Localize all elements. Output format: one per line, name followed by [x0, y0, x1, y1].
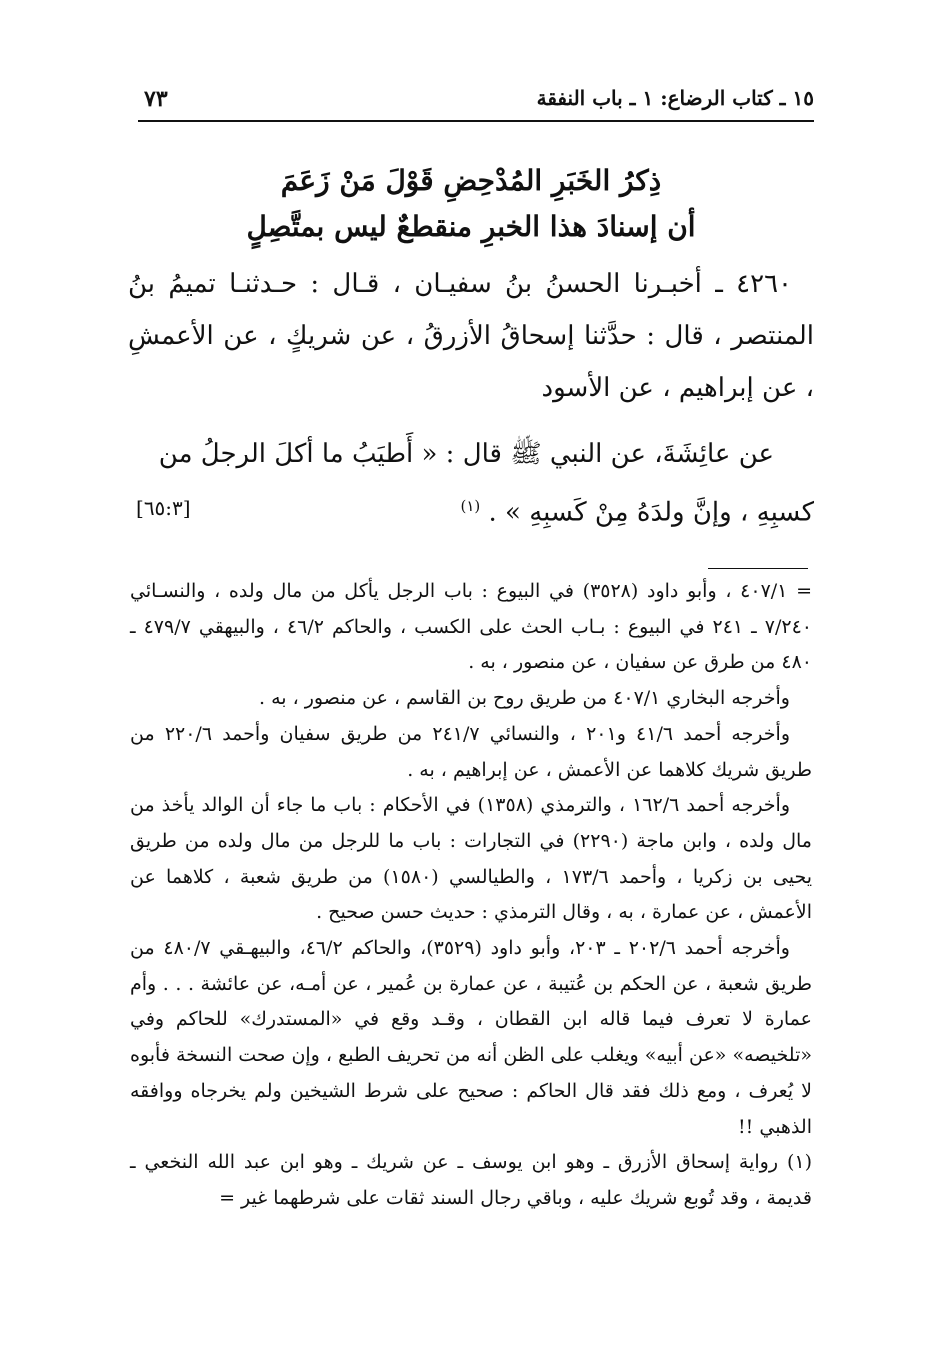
hadith-matn: عن عائِشَةَ، عن النبي ﷺ قال : « أَطيَبُ ما أكلَ الرجلُ من: [158, 439, 774, 469]
hadith-matn-end-line: [128, 480, 814, 532]
chapter-heading: [140, 158, 802, 250]
page-header: [138, 78, 814, 122]
footnote-paragraph: وأخرجه أحمد ٢٠٢/٦ ـ ٢٠٣، وأبو داود (٣٥٢٩)، والحاكم ٤٦/٢، والبيهـقي ٤٨٠/٧ من طريق شعبة ، عن الحكم بن عُتيبة ، عن عمارة بن عُمير ، عن أمـه، عن عائشة . . . وأم عمارة لا تعرف فيما قاله ابن القطان ، وقـد وقع في «المستدرك» للحاكم وفي «تلخيصه» «عن أبيه» ويغلب على الظن أنه من تحريف الطبع ، وإن صحت النسخة فأبوه لا يُعرف ، ومع ذلك فقد قال الحاكم : صحيح على شرط الشيخين ولم يخرجاه ووافقه الذهبي !!: [130, 937, 812, 1138]
hadith-text: [128, 258, 814, 532]
footnote-separator: [708, 568, 808, 569]
footnote-paragraph: = ٤٠٧/١ ، وأبو داود (٣٥٢٨) في البيوع : باب الرجل يأكل من مال ولده ، والنسـائي ٧/٢٤٠ ـ ٢٤١ في البيوع : بـاب الحث على الكسب ، والحاكم ٤٦/٢ ، والبيهقي ٤٧٩/٧ ـ ٤٨٠ من طرق عن سفيان ، عن منصور ، به .: [130, 580, 813, 674]
hadith-matn-end-wrap: [460, 480, 814, 539]
footnote-marker: (١): [460, 497, 481, 515]
chapter-heading-line-1: ذِكرُ الخَبَرِ المُدْحِضِ قَوْلَ مَنْ زَعَمَ: [280, 164, 662, 197]
running-title: ١٥ ـ كتاب الرضاع: ١ ـ باب النفقة: [536, 86, 814, 110]
hadith-matn-end: كسبِهِ ، وإنَّ ولدَهُ مِنْ كَسبِهِ » .: [488, 497, 814, 528]
hadith-isnad: ٤٢٦٠ ـ أخبـرنا الحسنُ بنُ سفيـان ، قـال : حـدثنـا تميمُ بنُ المنتصر ، قال : حدَّثنا إسحاقُ الأزرقُ ، عن شريكٍ ، عن الأعمشِ ، عن إبراهيم ، عن الأسود: [128, 269, 814, 403]
page-number: ٧٣: [144, 86, 168, 112]
chapter-heading-line-2: أن إسنادَ هذا الخبرِ منقطعٌ ليس بمتَّصِلٍ: [246, 210, 696, 243]
footnote-paragraph: وأخرجه أحمد ١٦٢/٦ ، والترمذي (١٣٥٨) في الأحكام : باب ما جاء أن الوالد يأخذ من مال ولده ، وابن ماجة (٢٢٩٠) في التجارات : باب ما للرجل من مال ولده من طريق يحيى بن زكريا ، وأحمد ١٧٣/٦ ، والطيالسي (١٥٨٠) من طريق شعبة ، كلاهما عن الأعمش ، عن عمارة ، به ، وقال الترمذي : حديث حسن صحيح .: [130, 794, 812, 924]
header-rule: [138, 120, 814, 122]
footnote-paragraph: وأخرجه أحمد ٤١/٦ و٢٠١ ، والنسائي ٢٤١/٧ من طريق سفيان وأحمد ٢٢٠/٦ من طريق شريك كلاهما عن الأعمش ، عن إبراهيم ، به .: [130, 722, 812, 781]
footnote-1: (١) رواية إسحاق الأزرق ـ وهو ابن يوسف ـ عن شريك ـ وهو ابن عبد الله النخعي ـ قديمة ، وقد تُوبع شريك عليه ، وباقي رجال السند ثقات على شرطهما غير =: [130, 1151, 812, 1209]
footnote-paragraph: وأخرجه البخاري ٤٠٧/١ من طريق روح بن القاسم ، عن منصور ، به .: [258, 687, 790, 710]
footnotes: [130, 574, 812, 1217]
hadith-reference: [٦٥:٣]: [136, 496, 191, 520]
